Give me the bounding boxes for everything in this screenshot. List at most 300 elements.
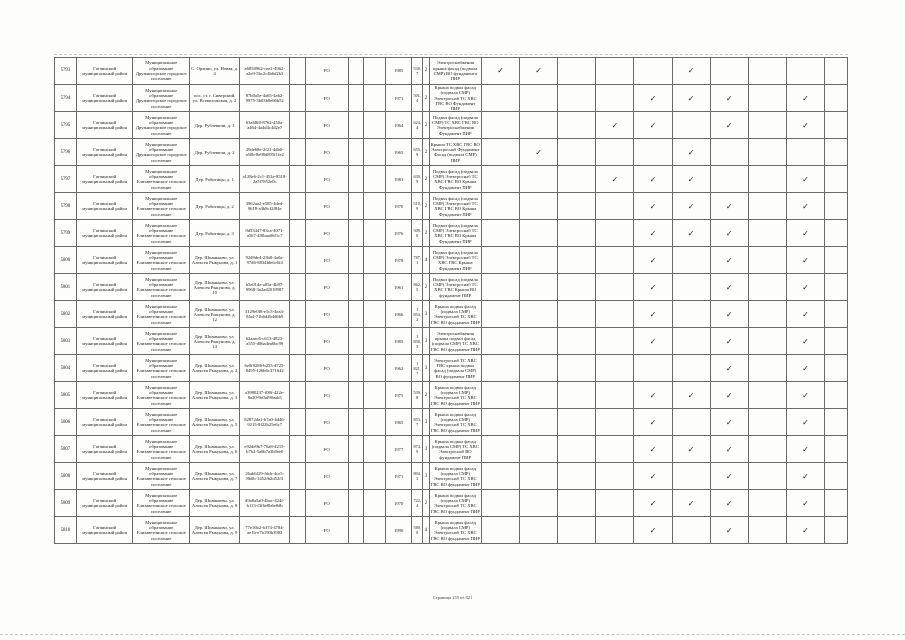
table-row [55,490,848,517]
check-mark-icon: ✓ [786,166,824,193]
empty-cell [748,301,786,328]
empty-cell [481,85,519,112]
empty-cell [349,220,364,247]
empty-cell [825,274,848,301]
empty-cell [364,382,386,409]
empty-cell [748,409,786,436]
empty-cell [672,301,710,328]
works-cell: Подвал фасад (подвала СМР) ТС ХВС ГВС ВО Электроснабжения Фундамент ПИР [429,112,481,139]
district-cell: Гатчинский муниципальный район [76,409,133,436]
district-cell: Гатчинский муниципальный район [76,166,133,193]
empty-cell [349,247,364,274]
row-number: 5807 [55,436,77,463]
works-cell: Крыша подвал фасад (подвала СМР) Электроснаб ТС ХВС ГВС ВО фундамент ПИР [429,517,481,544]
empty-cell [748,193,786,220]
works-cell: Подвал фасад (подвала СМР) Электроснаб ТС ХВС ГВС Крыша Фундамент ПИР [429,247,481,274]
fo-cell: FO [305,301,349,328]
check-mark-icon: ✓ [634,409,672,436]
house-code-cell: 26ab6f29-fdcb-4ce5-8b0b-1452fb2d52f3 [240,463,290,490]
empty-cell [349,355,364,382]
check-mark-icon: ✓ [672,382,710,409]
check-mark-icon: ✓ [481,58,519,85]
empty-cell [672,409,710,436]
municipality-cell: Муниципальное образование Елизаветинское сельское поселение [133,382,190,409]
district-cell: Гатчинский муниципальный район [76,112,133,139]
floors-cell: 3 [423,328,430,355]
empty-cell [596,220,634,247]
empty-cell [481,436,519,463]
address-cell: Дер. Рублевичи, д. 1 [190,112,240,139]
check-mark-icon: ✓ [710,328,748,355]
empty-cell [364,490,386,517]
fo-cell: FO [305,274,349,301]
empty-cell [596,490,634,517]
empty-cell [290,193,305,220]
works-cell: Подвал фасад (подвала СМР) Электроснаб ТС ХВС ГВС ВО Крыша Фундамент ПИР [429,193,481,220]
check-mark-icon: ✓ [520,58,558,85]
empty-cell [672,274,710,301]
works-cell: Крыша подвал фасад (подвала СМР) Электроснаб ТС ХВС ГВС ВО Фундамент ПИР [429,85,481,112]
floors-cell: 2 [423,193,430,220]
empty-cell [558,112,596,139]
check-mark-icon: ✓ [710,193,748,220]
check-mark-icon: ✓ [634,490,672,517]
empty-cell [558,220,596,247]
check-mark-icon: ✓ [596,166,634,193]
fo-cell: FO [305,517,349,544]
row-number: 5809 [55,490,77,517]
fo-cell: FO [305,409,349,436]
table-row [55,436,848,463]
floors-cell: 3 [423,301,430,328]
empty-cell [558,436,596,463]
row-number: 5801 [55,274,77,301]
fo-cell: FO [305,247,349,274]
row-number: 5800 [55,247,77,274]
works-cell: Электроснабжения крыша фасад (подвала СМР) ВО фундамента ПИР [429,58,481,85]
area-cell: 510,9 [412,193,423,220]
floors-cell: 4 [423,517,430,544]
house-code-cell: 29de68e-2f21-4db0-a50b-8e98d895f1fe2 [240,139,290,166]
empty-cell [748,220,786,247]
address-cell: Дер. Шпаньково, ул. Алексея Рыкунова, д. 1 [190,247,240,274]
empty-cell [786,58,824,85]
check-mark-icon: ✓ [672,85,710,112]
floors-cell: 3 [423,436,430,463]
empty-cell [596,58,634,85]
works-cell: Электроснабжения крыша подвал фасад (подвала СМР) ТС ХВС ГВС ВО фундамент ПИР [429,328,481,355]
house-code-cell: 62aaec6-c613-4823-a555-d86a4ea6bc99 [240,328,290,355]
empty-cell [349,517,364,544]
empty-cell [349,328,364,355]
empty-cell [364,85,386,112]
empty-cell [634,139,672,166]
year-cell: 1971 [386,85,412,112]
area-cell: 862,5 [412,274,423,301]
district-cell: Гатчинский муниципальный район [76,355,133,382]
empty-cell [748,355,786,382]
floors-cell: 2 [423,139,430,166]
check-mark-icon: ✓ [672,436,710,463]
check-mark-icon: ✓ [520,139,558,166]
house-code-cell: d9a8a5a0-4bac-424f-b113-f3f6e8b6e8db [240,490,290,517]
empty-cell [520,220,558,247]
address-cell: С. Орлино, ул. Новая, д. 4 [190,58,240,85]
empty-cell [290,112,305,139]
page-footer: Страница 255 из 821 [432,595,473,600]
area-cell: 539,8 [412,382,423,409]
house-code-cell: 82872da1-b7a0-4d46-9215-9f22b25e6c7 [240,409,290,436]
empty-cell [349,274,364,301]
area-cell: 1 854,2 [412,301,423,328]
empty-cell [672,355,710,382]
row-number: 5810 [55,517,77,544]
fo-cell: FO [305,58,349,85]
district-cell: Гатчинский муниципальный район [76,85,133,112]
district-cell: Гатчинский муниципальный район [76,328,133,355]
row-number: 5805 [55,382,77,409]
row-number: 5797 [55,166,77,193]
check-mark-icon: ✓ [672,490,710,517]
empty-cell [825,301,848,328]
works-cell: Крыша подвал фасад (подвала СМР) Электроснаб ТС ХВС ГВС ВО фундамент ПИР [429,490,481,517]
check-mark-icon: ✓ [786,355,824,382]
house-code-cell: a128e6-2c1-452e-8518-2a5f7852e0c [240,166,290,193]
check-mark-icon: ✓ [710,355,748,382]
district-cell: Гатчинский муниципальный район [76,490,133,517]
floors-cell: 2 [423,112,430,139]
table-row [55,409,848,436]
year-cell: 1964 [386,112,412,139]
empty-cell [596,301,634,328]
empty-cell [290,220,305,247]
house-code-cell: b5e01de-a05a-4b97-9968-3a2ad2018987 [240,274,290,301]
floors-cell: 2 [423,58,430,85]
check-mark-icon: ✓ [634,328,672,355]
empty-cell [520,382,558,409]
municipality-cell: Муниципальное образование Елизаветинское сельское поселение [133,166,190,193]
empty-cell [596,328,634,355]
empty-cell [825,85,848,112]
area-cell: 853,7 [412,409,423,436]
table-row [55,193,848,220]
check-mark-icon: ✓ [634,85,672,112]
empty-cell [825,490,848,517]
house-code-cell: 87b0a5e-4a65-4a62-9975-3b03b8e66b52 [240,85,290,112]
empty-cell [481,355,519,382]
check-mark-icon: ✓ [634,112,672,139]
empty-cell [349,463,364,490]
row-number: 5806 [55,409,77,436]
empty-cell [349,193,364,220]
empty-cell [520,112,558,139]
empty-cell [634,355,672,382]
municipality-cell: Муниципальное образование Елизаветинское сельское поселение [133,193,190,220]
house-code-cell: a3980237-f08f-422e-8a20-9e0af90aab5 [240,382,290,409]
empty-cell [349,85,364,112]
empty-cell [596,355,634,382]
check-mark-icon: ✓ [634,193,672,220]
empty-cell [558,463,596,490]
row-number: 5798 [55,193,77,220]
empty-cell [825,166,848,193]
empty-cell [558,58,596,85]
municipality-cell: Муниципальное образование Елизаветинское сельское поселение [133,463,190,490]
district-cell: Гатчинский муниципальный район [76,193,133,220]
empty-cell [558,409,596,436]
empty-cell [558,139,596,166]
house-code-cell: 92d9de4-23b8-4a0a-97d6-8834fde6c6f4 [240,247,290,274]
empty-cell [748,112,786,139]
empty-cell [364,355,386,382]
floors-cell: 3 [423,463,430,490]
empty-cell [364,58,386,85]
year-cell: 1965 [386,139,412,166]
check-mark-icon: ✓ [710,85,748,112]
table-row [55,274,848,301]
check-mark-icon: ✓ [672,220,710,247]
empty-cell [349,139,364,166]
house-code-cell: e92de9b7-76a8-4215-b7b2-5a6b7a3b9ee0 [240,436,290,463]
empty-cell [558,247,596,274]
area-cell: 787,1 [412,247,423,274]
floors-cell: 2 [423,274,430,301]
empty-cell [825,517,848,544]
check-mark-icon: ✓ [634,220,672,247]
empty-cell [520,166,558,193]
municipality-cell: Муниципальное образование Елизаветинское сельское поселение [133,409,190,436]
district-cell: Гатчинский муниципальный район [76,301,133,328]
house-code-cell: 0d53447-83ca-4071-a567-49fbaa06f1c7 [240,220,290,247]
works-cell: Крыша подвал фасад (подвала СМР) Электроснаб ТС ХВС ГВС ВО фундамент ПИР [429,463,481,490]
works-cell: Крыша подвал фасад (подвала СМР) Электроснаб ТС ХВС ГВС ВО фундамент ПИР [429,301,481,328]
empty-cell [364,517,386,544]
floors-cell: 2 [423,85,430,112]
top-rule [54,54,848,55]
bottom-rule [0,634,905,635]
works-cell: Крыша подвал фасад (подвала СМР) ТС ХВС Электроснаб ВО фундамент ПИР [429,436,481,463]
empty-cell [825,355,848,382]
municipality-cell: Муниципальное образование Дружногорское городское поселение [133,58,190,85]
empty-cell [748,247,786,274]
empty-cell [481,139,519,166]
empty-cell [364,301,386,328]
municipality-cell: Муниципальное образование Елизаветинское сельское поселение [133,490,190,517]
empty-cell [290,58,305,85]
row-number: 5802 [55,301,77,328]
empty-cell [710,166,748,193]
check-mark-icon: ✓ [634,517,672,544]
year-cell: 1985 [386,328,412,355]
year-cell: 1985 [386,58,412,85]
check-mark-icon: ✓ [672,166,710,193]
district-cell: Гатчинский муниципальный район [76,517,133,544]
floors-cell: 4 [423,247,430,274]
floors-cell: 3 [423,355,430,382]
fo-cell: FO [305,328,349,355]
district-cell: Гатчинский муниципальный район [76,139,133,166]
empty-cell [825,193,848,220]
empty-cell [481,166,519,193]
empty-cell [672,112,710,139]
address-cell: Дер. Шпаньково, ул. Алексея Рыкунова, д. 7 [190,463,240,490]
address-cell: Дер. Шпаньково, ул. Алексея Рыкунова, д. 6 [190,436,240,463]
check-mark-icon: ✓ [786,112,824,139]
address-cell: Дер. Шпаньково, ул. Алексея Рыкунова, д. 5 [190,409,240,436]
empty-cell [596,436,634,463]
empty-cell [349,436,364,463]
empty-cell [634,58,672,85]
empty-cell [349,409,364,436]
empty-cell [596,463,634,490]
check-mark-icon: ✓ [710,517,748,544]
district-cell: Гатчинский муниципальный район [76,58,133,85]
check-mark-icon: ✓ [786,382,824,409]
empty-cell [825,58,848,85]
year-cell: 1966 [386,301,412,328]
address-cell: Дер. Шпаньково, ул. Алексея Рыкунова, д. 2 [190,355,240,382]
district-cell: Гатчинский муниципальный район [76,274,133,301]
table-row [55,139,848,166]
empty-cell [748,85,786,112]
house-code-cell: 3129e0f8-e5c3-4ea3-8fa4-71b6d2b4d6b9 [240,301,290,328]
empty-cell [786,139,824,166]
empty-cell [596,382,634,409]
year-cell: 1981 [386,166,412,193]
table-row [55,301,848,328]
check-mark-icon: ✓ [634,436,672,463]
table-row [55,58,848,85]
empty-cell [672,247,710,274]
fo-cell: FO [305,355,349,382]
empty-cell [481,247,519,274]
check-mark-icon: ✓ [710,436,748,463]
empty-cell [481,463,519,490]
empty-cell [290,85,305,112]
address-cell: Дер. Шпаньково, ул. Алексея Рыкунова, д. 14 [190,328,240,355]
empty-cell [290,409,305,436]
empty-cell [825,382,848,409]
empty-cell [290,274,305,301]
district-cell: Гатчинский муниципальный район [76,382,133,409]
empty-cell [558,301,596,328]
empty-cell [596,409,634,436]
empty-cell [290,490,305,517]
empty-cell [825,247,848,274]
empty-cell [558,274,596,301]
empty-cell [364,112,386,139]
district-cell: Гатчинский муниципальный район [76,463,133,490]
area-cell: 1 830,5 [412,328,423,355]
area-cell: 722,4 [412,490,423,517]
table-row [55,382,848,409]
address-cell: Дер. Рабитицы, д. 2 [190,193,240,220]
empty-cell [520,436,558,463]
empty-cell [349,301,364,328]
check-mark-icon: ✓ [634,463,672,490]
check-mark-icon: ✓ [634,382,672,409]
table-row [55,355,848,382]
fo-cell: FO [305,463,349,490]
empty-cell [558,328,596,355]
district-cell: Гатчинский муниципальный район [76,247,133,274]
table-row [55,463,848,490]
address-cell: Дер. Шпаньково, ул. Алексея Рыкунова, д. 12 [190,301,240,328]
empty-cell [520,490,558,517]
empty-cell [825,409,848,436]
table-row [55,85,848,112]
empty-cell [558,166,596,193]
empty-cell [481,220,519,247]
row-number: 5804 [55,355,77,382]
empty-cell [481,409,519,436]
empty-cell [481,328,519,355]
empty-cell [825,112,848,139]
check-mark-icon: ✓ [710,247,748,274]
address-cell: пос. ст. г. Сиверский, ул. Всеволожская, д. 2 [190,85,240,112]
address-cell: Дер. Шпаньково, ул. Алексея Рыкунова, д. 3 [190,382,240,409]
year-cell: 1975 [386,382,412,409]
municipality-cell: Муниципальное образование Елизаветинское сельское поселение [133,436,190,463]
address-cell: Дер. Рублевичи, д. 2 [190,139,240,166]
fo-cell: FO [305,436,349,463]
year-cell: 1965 [386,409,412,436]
house-code-cell: 6e0f0286-b255-4725-8495-126b6c371642 [240,355,290,382]
empty-cell [290,463,305,490]
empty-cell [825,436,848,463]
fo-cell: FO [305,166,349,193]
row-number: 5795 [55,112,77,139]
empty-cell [364,220,386,247]
check-mark-icon: ✓ [786,409,824,436]
empty-cell [748,490,786,517]
area-cell: 639,9 [412,166,423,193]
table-row [55,517,848,544]
area-cell: 624,4 [412,112,423,139]
address-cell: Дер. Рабитицы, д. 3 [190,220,240,247]
empty-cell [748,436,786,463]
check-mark-icon: ✓ [634,301,672,328]
works-cell: Крыша подвал фасад (подвала СМР) Электроснаб ТС ХВС ГВС ВО фундамент ПИР [429,409,481,436]
empty-cell [520,274,558,301]
empty-cell [364,328,386,355]
row-number: 5799 [55,220,77,247]
empty-cell [364,193,386,220]
empty-cell [481,193,519,220]
empty-cell [364,274,386,301]
empty-cell [596,193,634,220]
empty-cell [596,274,634,301]
empty-cell [558,193,596,220]
empty-cell [364,463,386,490]
municipality-cell: Муниципальное образование Елизаветинское сельское поселение [133,274,190,301]
empty-cell [290,139,305,166]
municipality-cell: Муниципальное образование Елизаветинское сельское поселение [133,301,190,328]
check-mark-icon: ✓ [596,112,634,139]
check-mark-icon: ✓ [672,58,710,85]
empty-cell [290,436,305,463]
empty-cell [558,517,596,544]
empty-cell [558,85,596,112]
empty-cell [672,517,710,544]
check-mark-icon: ✓ [710,463,748,490]
empty-cell [520,463,558,490]
empty-cell [748,274,786,301]
address-cell: Дер. Шпаньково, ул. Алексея Рыкунова, д. 9 [190,517,240,544]
year-cell: 1970 [386,193,412,220]
area-cell: 501,4 [412,85,423,112]
empty-cell [364,409,386,436]
